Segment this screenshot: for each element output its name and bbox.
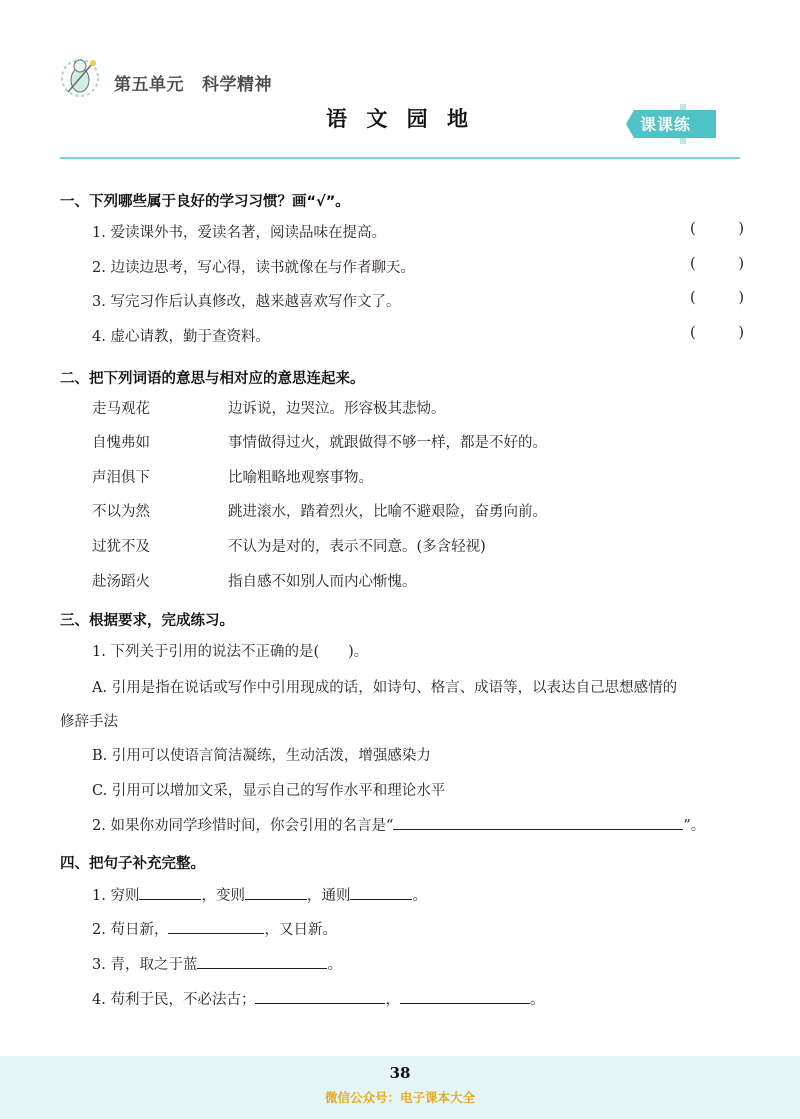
option-b[interactable]: B. 引用可以使语言简洁凝练，生动活泼，增强感染力 — [92, 748, 431, 764]
section1-item: 4. 虚心请教，勤于查资料。 — [92, 329, 270, 345]
answer-blank[interactable] — [245, 885, 307, 900]
footer-note: 微信公众号：电子课本大全 — [324, 1090, 475, 1105]
sentence-3: 3. 青，取之于蓝 。 — [92, 953, 342, 974]
section3-heading: 三、根据要求，完成练习。 — [60, 613, 234, 629]
answer-blank[interactable] — [197, 954, 327, 969]
option-c[interactable]: C. 引用可以增加文采，显示自己的写作水平和理论水平 — [92, 783, 446, 799]
idiom-meaning[interactable]: 指自感不如别人而内心惭愧。 — [228, 574, 417, 590]
answer-blank[interactable] — [139, 885, 201, 900]
idiom-term[interactable]: 声泪俱下 — [92, 470, 150, 486]
answer-blank[interactable] — [255, 989, 385, 1004]
option-a[interactable]: A. 引用是指在说话或写作中引用现成的话，如诗句、格言、成语等，以表达自己思想感情的 — [92, 680, 678, 696]
section4-heading: 四、把句子补充完整。 — [60, 856, 205, 872]
idiom-meaning[interactable]: 比喻粗略地观察事物。 — [228, 470, 373, 486]
sentence-4: 4. 苟利于民，不必法古； ， 。 — [92, 988, 544, 1009]
section1-item: 2. 边读边思考，写心得，读书就像在与作者聊天。 — [92, 260, 415, 276]
section1-item: 1. 爱读课外书，爱读名著，阅读品味在提高。 — [92, 225, 386, 241]
idiom-term[interactable]: 赴汤蹈火 — [92, 574, 150, 590]
question-1: 1. 下列关于引用的说法不正确的是( )。 — [92, 644, 369, 660]
idiom-term[interactable]: 自愧弗如 — [92, 435, 150, 451]
section2-heading: 二、把下列词语的意思与相对应的意思连起来。 — [60, 371, 365, 387]
answer-parentheses[interactable]: ( ) — [690, 325, 744, 341]
option-a-continued: 修辞手法 — [60, 714, 118, 730]
sentence-1: 1. 穷则 ，变则 ，通则 。 — [92, 884, 427, 905]
question-2: 2. 如果你劝同学珍惜时间，你会引用的名言是“ ”。 — [92, 814, 705, 835]
idiom-term[interactable]: 过犹不及 — [92, 539, 150, 555]
idiom-meaning[interactable]: 事情做得过火，就跟做得不够一样，都是不好的。 — [228, 435, 547, 451]
answer-blank[interactable] — [393, 815, 683, 830]
page-title: 语 文 园 地 — [326, 106, 474, 131]
header-divider — [60, 157, 740, 159]
unit-theme: 科学精神 — [202, 75, 272, 95]
idiom-term[interactable]: 走马观花 — [92, 401, 150, 417]
answer-parentheses[interactable]: ( ) — [690, 290, 744, 306]
page-number: 38 — [389, 1064, 411, 1082]
section1-heading: 一、下列哪些属于良好的学习习惯？画“√”。 — [60, 194, 350, 210]
section1-item: 3. 写完习作后认真修改，越来越喜欢写作文了。 — [92, 294, 401, 310]
unit-label: 第五单元 — [114, 75, 184, 95]
answer-blank[interactable] — [350, 885, 412, 900]
unit-heading — [114, 70, 272, 95]
idiom-meaning[interactable]: 不认为是对的，表示不同意。(多含轻视) — [228, 539, 486, 555]
idiom-meaning[interactable]: 跳进滚水，踏着烈火，比喻不避艰险，奋勇向前。 — [228, 504, 547, 520]
sentence-2: 2. 苟日新， ，又日新。 — [92, 918, 337, 939]
badge-label: 课课练 — [640, 115, 692, 134]
answer-blank[interactable] — [400, 989, 530, 1004]
answer-blank[interactable] — [168, 919, 264, 934]
idiom-term[interactable]: 不以为然 — [92, 504, 150, 520]
answer-parentheses[interactable]: ( ) — [690, 256, 744, 272]
answer-parentheses[interactable]: ( ) — [690, 221, 744, 237]
unit-mascot-icon — [58, 52, 104, 104]
idiom-meaning[interactable]: 边诉说，边哭泣。形容极其悲恸。 — [228, 401, 446, 417]
